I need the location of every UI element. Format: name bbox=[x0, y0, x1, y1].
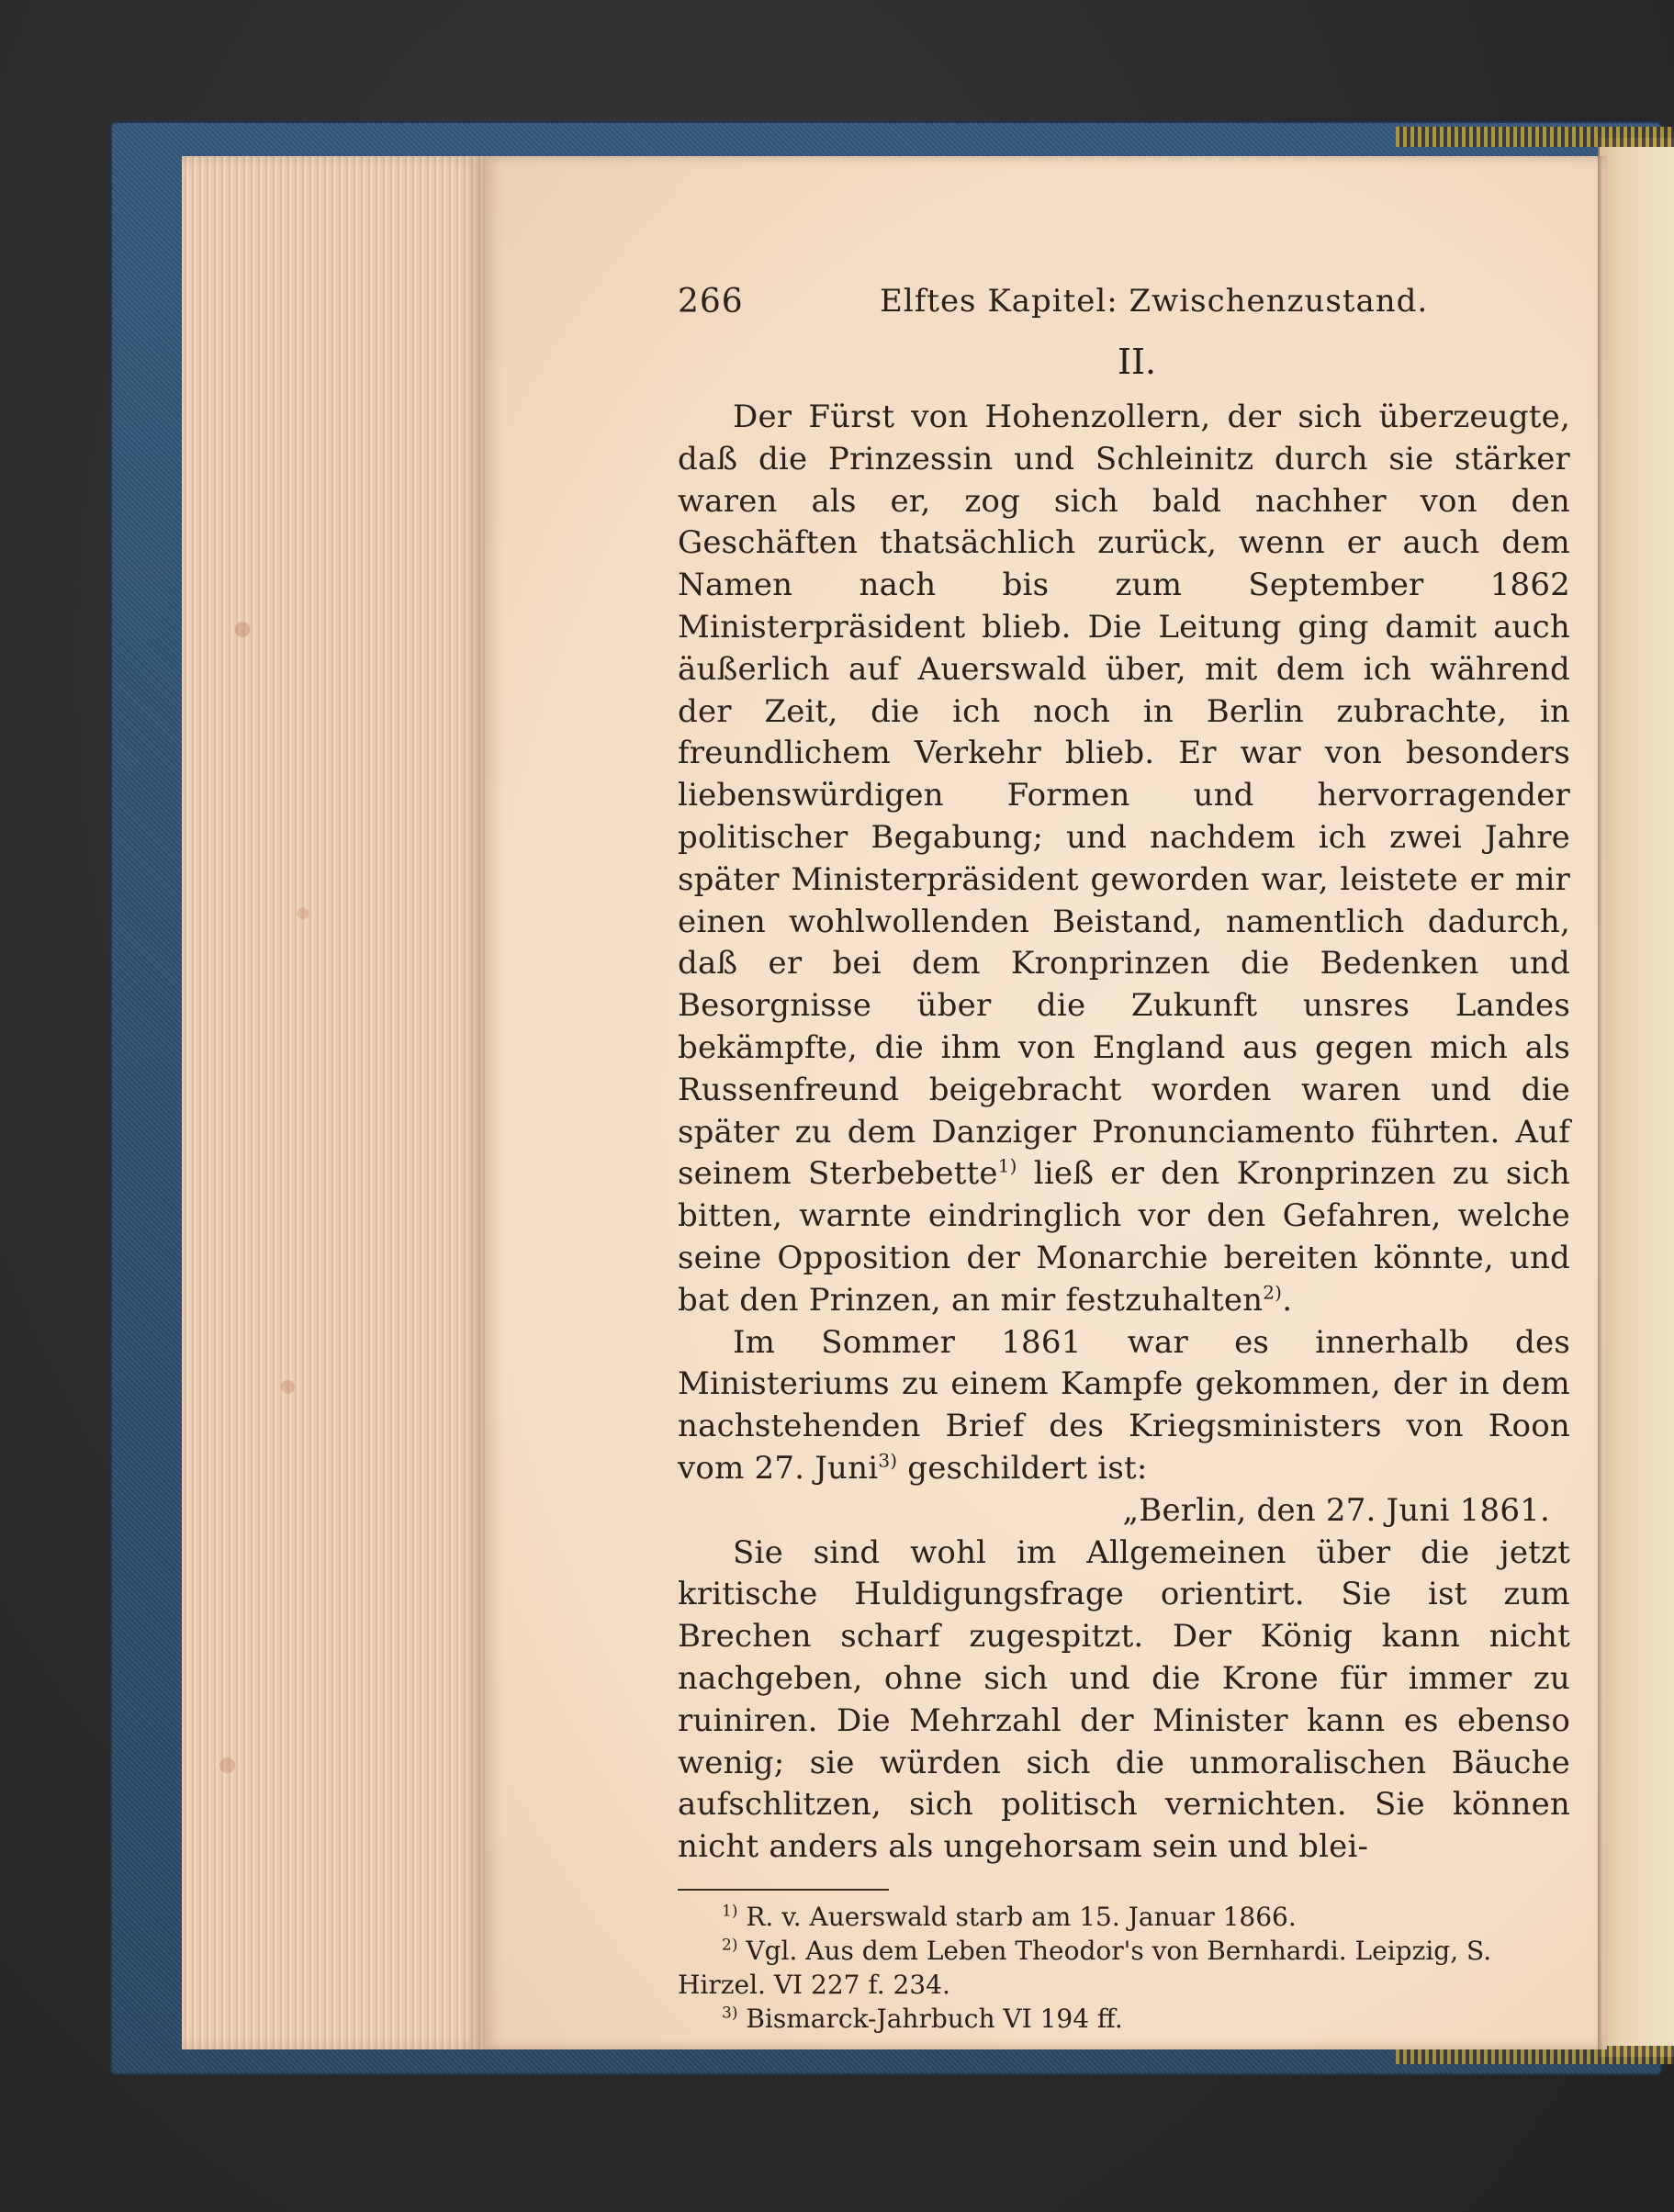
page-number: 266 bbox=[678, 283, 744, 320]
page-gutter bbox=[1598, 156, 1603, 2049]
footnote-ref: 1) bbox=[997, 1155, 1017, 1178]
footnote-text: Bismarck-Jahrbuch VI 194 ff. bbox=[737, 2003, 1123, 2034]
paragraph-text: . bbox=[1282, 1281, 1293, 1319]
paragraph bbox=[678, 397, 1570, 1322]
footnote-ref: 2) bbox=[1263, 1281, 1283, 1304]
facing-page-edge bbox=[1598, 138, 1674, 2057]
foxing-stains bbox=[182, 156, 485, 2049]
paragraph-text: Im Sommer 1861 war es innerhalb des Ministeriums zu einem Kampfe gekommen, der in dem nachstehenden Brief des Kriegsministers von Roon vom 27. Juni bbox=[678, 1323, 1570, 1487]
spine-trim-top bbox=[1396, 127, 1674, 147]
footnote-mark: 3) bbox=[722, 2004, 738, 2023]
footnote-text: Vgl. Aus dem Leben Theodor's von Bernhardi. Leipzig, S. Hirzel. VI 227 f. 234. bbox=[678, 1935, 1492, 2000]
footnote bbox=[678, 1900, 1570, 1934]
paragraph-text: Sie sind wohl im Allgemeinen über die jetzt kritische Huldigungsfrage orientirt. Sie ist zum Brechen scharf zugespitzt. Der König kann nicht nachgeben, ohne sich und die Krone für immer zu ruiniren. Die Mehrzahl der Minister kann es ebenso wenig; sie würden sich die unmoralischen Bäuche aufschlitzen, sich politisch vernichten. Sie können nicht anders als ungehorsam sein und blei- bbox=[678, 1533, 1570, 1866]
letter-dateline: „Berlin, den 27. Juni 1861. bbox=[1122, 1491, 1550, 1529]
footnote-text: R. v. Auerswald starb am 15. Januar 1866. bbox=[737, 1901, 1297, 1932]
footnote bbox=[678, 2002, 1570, 2036]
paragraph-text: Der Fürst von Hohenzollern, der sich überzeugte, daß die Prinzessin und Schleinitz durch sie stärker waren als er, zog sich bald nachher von den Geschäften thatsächlich zurück, wenn er auch dem Namen nach bis zum September 1862 Ministerpräsident blieb. Die Leitung ging damit auch äußerlich auf Auerswald über, mit dem ich während der Zeit, die ich noch in Berlin zubrachte, in freundlichem Verkehr blieb. Er war von besonders liebenswürdigen Formen und hervorragender politischer Begabung; und nachdem ich zwei Jahre später Ministerpräsident geworden war, leistete er mir einen wohlwollenden Beistand, namentlich dadurch, daß er bei dem Kronprinzen die Bedenken und Besorgnisse über die Zukunft unsres Landes bekämpfte, die ihm von England aus gegen mich als Russenfreund beigebracht worden waren und die später zu dem Danziger Pronunciamento führten. Auf seinem Sterbebette bbox=[678, 399, 1570, 1193]
page-content bbox=[678, 283, 1570, 2036]
paragraph bbox=[678, 1533, 1570, 1869]
paragraph-text: ließ er den Kronprinzen zu sich bitten, warnte eindringlich vor den Gefahren, welche seine Opposition der Monarchie bereiten könnte, und bat den Prinzen, an mir festzuhalten bbox=[678, 1155, 1570, 1319]
running-head: Elftes Kapitel: Zwischenzustand. bbox=[880, 283, 1429, 320]
footnote-mark: 1) bbox=[722, 1902, 738, 1921]
footnotes bbox=[678, 1900, 1570, 2036]
page-block-edge bbox=[182, 156, 485, 2049]
body-text bbox=[678, 397, 1570, 1869]
footnote bbox=[678, 1934, 1570, 2002]
section-numeral: II. bbox=[1117, 342, 1157, 382]
footnote-ref: 3) bbox=[878, 1449, 898, 1472]
footnote-rule bbox=[678, 1889, 889, 1891]
page-header bbox=[678, 283, 1570, 334]
paragraph-text: geschildert ist: bbox=[897, 1449, 1148, 1487]
paragraph bbox=[678, 1322, 1570, 1490]
footnote-mark: 2) bbox=[722, 1936, 738, 1955]
